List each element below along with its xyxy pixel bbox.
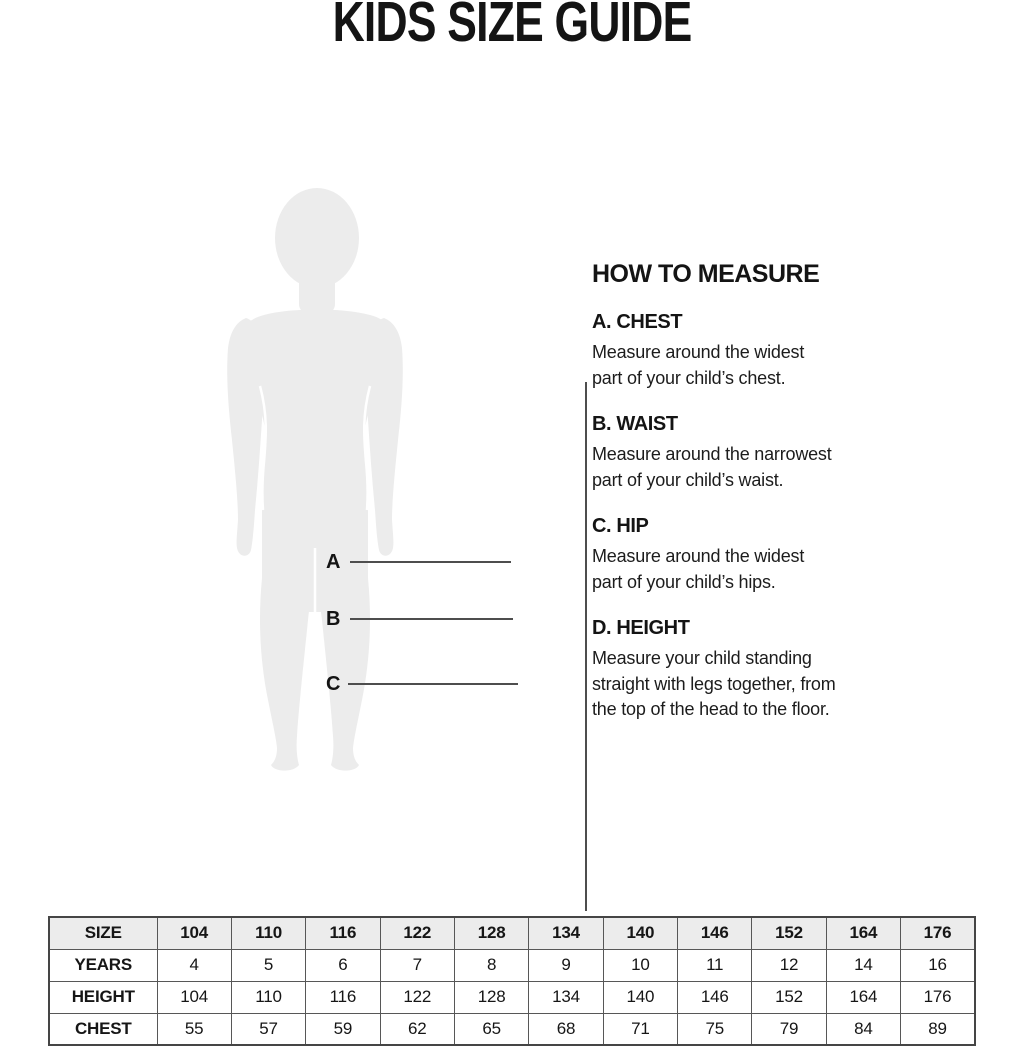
silhouette-neck (299, 266, 335, 314)
page-title: KIDS SIZE GUIDE (332, 0, 692, 54)
instruction-line: straight with legs together, from (592, 673, 836, 694)
size-cell: 10 (603, 949, 677, 981)
size-cell: 12 (752, 949, 826, 981)
size-cell: 134 (529, 917, 603, 949)
size-cell: 128 (454, 917, 528, 949)
row-label: CHEST (49, 1013, 157, 1045)
silhouette-left-leg (260, 574, 313, 771)
hip-label: C (326, 673, 340, 695)
size-cell: 140 (603, 981, 677, 1013)
size-cell: 4 (157, 949, 231, 981)
size-cell: 152 (752, 917, 826, 949)
waist-label: B (326, 608, 340, 630)
instruction-line: part of your child’s chest. (592, 367, 786, 388)
table-row (49, 949, 975, 981)
size-cell: 11 (678, 949, 752, 981)
size-cell: 176 (901, 981, 975, 1013)
size-cell: 75 (678, 1013, 752, 1045)
waist-measure-line (350, 618, 513, 620)
size-cell: 104 (157, 981, 231, 1013)
instruction-line: Measure around the widest (592, 546, 805, 566)
instruction-line: the top of the head to the floor. (592, 699, 830, 719)
section-title: B. WAIST (592, 413, 678, 435)
size-cell: 146 (678, 981, 752, 1013)
size-cell: 116 (306, 917, 380, 949)
measure-section-height (592, 616, 882, 723)
size-cell: 55 (157, 1013, 231, 1045)
measure-section-waist (592, 412, 882, 493)
size-cell: 164 (826, 917, 900, 949)
child-silhouette (150, 180, 480, 780)
size-cell: 84 (826, 1013, 900, 1045)
measurement-figure (150, 180, 480, 780)
silhouette-right-arm (368, 318, 403, 556)
size-cell: 146 (678, 917, 752, 949)
size-cell: 152 (752, 981, 826, 1013)
size-cell: 116 (306, 981, 380, 1013)
size-cell: 16 (901, 949, 975, 981)
height-measure-line (585, 382, 587, 911)
instruction-line: Measure around the widest (592, 342, 805, 362)
measure-section-chest (592, 310, 882, 391)
section-body (592, 442, 882, 493)
instruction-line: part of your child’s hips. (592, 571, 776, 592)
hip-measure-line (348, 683, 518, 685)
how-to-measure-panel (592, 259, 882, 723)
size-cell: 62 (380, 1013, 454, 1045)
size-cell: 6 (306, 949, 380, 981)
section-body (592, 340, 882, 391)
table-row (49, 1013, 975, 1045)
size-cell: 68 (529, 1013, 603, 1045)
size-cell: 104 (157, 917, 231, 949)
size-cell: 57 (231, 1013, 305, 1045)
row-label: YEARS (49, 949, 157, 981)
section-body (592, 544, 882, 595)
size-table (48, 916, 976, 1046)
size-cell: 59 (306, 1013, 380, 1045)
section-title: D. HEIGHT (592, 617, 690, 639)
size-cell: 110 (231, 981, 305, 1013)
size-cell: 176 (901, 917, 975, 949)
silhouette-left-arm (227, 318, 262, 556)
row-label: SIZE (49, 917, 157, 949)
section-title: C. HIP (592, 515, 649, 537)
size-cell: 89 (901, 1013, 975, 1045)
instruction-line: Measure your child standing (592, 648, 812, 668)
size-cell: 134 (529, 981, 603, 1013)
size-cell: 122 (380, 981, 454, 1013)
size-cell: 7 (380, 949, 454, 981)
size-cell: 164 (826, 981, 900, 1013)
size-cell: 110 (231, 917, 305, 949)
measure-section-hip (592, 514, 882, 595)
chest-measure-line (350, 561, 511, 563)
how-to-measure-heading: HOW TO MEASURE (592, 260, 820, 288)
section-title: A. CHEST (592, 311, 683, 333)
table-row (49, 981, 975, 1013)
size-cell: 122 (380, 917, 454, 949)
row-label: HEIGHT (49, 981, 157, 1013)
size-cell: 71 (603, 1013, 677, 1045)
table-row (49, 917, 975, 949)
size-cell: 14 (826, 949, 900, 981)
chest-label: A (326, 551, 340, 573)
instruction-line: part of your child’s waist. (592, 469, 784, 490)
size-cell: 128 (454, 981, 528, 1013)
size-cell: 79 (752, 1013, 826, 1045)
section-body (592, 646, 882, 723)
size-cell: 9 (529, 949, 603, 981)
size-cell: 65 (454, 1013, 528, 1045)
size-table-body (49, 917, 975, 1045)
size-cell: 8 (454, 949, 528, 981)
instruction-line: Measure around the narrowest (592, 444, 832, 464)
size-cell: 140 (603, 917, 677, 949)
page-title-wrap (0, 0, 1024, 54)
size-cell: 5 (231, 949, 305, 981)
